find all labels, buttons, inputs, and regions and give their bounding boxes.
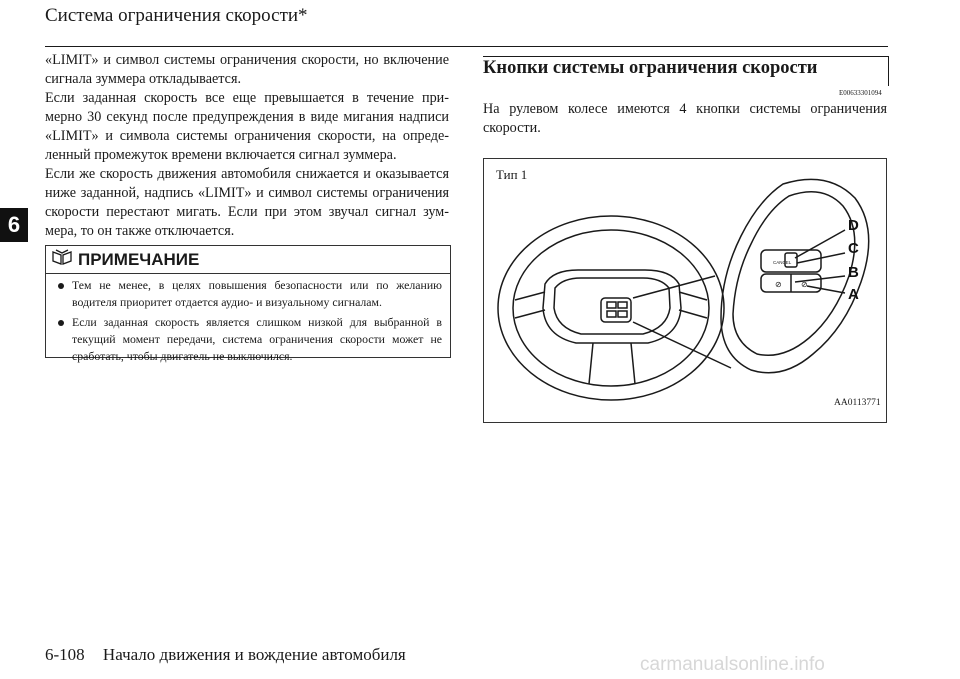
paragraph: «LIMIT» и символ системы ограничения скорости, но включение сигнала зуммера откладывается. (45, 52, 449, 87)
callout-label: D (848, 217, 859, 234)
watermark: carmanualsonline.info (640, 654, 825, 675)
cancel-label: CANCEL (773, 260, 792, 265)
page-footer (45, 645, 406, 665)
footer-title: Начало движения и вождение автомобиля (102, 645, 406, 664)
section-code: E00633301094 (839, 89, 882, 97)
page-header-title: Система ограничения скорости* (45, 5, 308, 26)
figure-code: AA0113771 (834, 398, 881, 408)
left-body-text (45, 51, 449, 241)
callout-label: C (848, 240, 859, 257)
section-title: Кнопки системы ограничения скорости (483, 58, 818, 78)
note-title: ПРИМЕЧАНИЕ (78, 249, 200, 269)
paragraph: Если же скорость движения автомобиля снижается и оказывается ниже заданной, надпись «LIMIT» и символ системы ограничения скорости перестают мигать. Если при этом звучал сигнал зум-мера, то он также отключается. (45, 166, 449, 239)
chapter-tab: 6 (0, 208, 28, 242)
list-item (46, 311, 450, 365)
section-text: На рулевом колесе имеются 4 кнопки системы ограничения скорости. (483, 101, 887, 136)
callout-label: B (848, 264, 859, 281)
figure-type-label: Тип 1 (496, 167, 528, 182)
button-icon: ⊘ (801, 280, 808, 289)
note-item-text: Тем не менее, в целях повышения безопасности или по желанию водителя приоритет отдается аудио- и визуальному сигналам. (72, 278, 442, 309)
note-header (46, 246, 450, 274)
callout-label: A (848, 286, 859, 303)
header-divider (45, 46, 888, 47)
steering-wheel-illustration (483, 158, 887, 423)
list-item (46, 274, 450, 311)
button-icon: ⊘ (775, 280, 782, 289)
note-item-text: Если заданная скорость является слишком низкой для выбранной в текущий момент передачи, система ограничения скорости может не сработать, чтобы двигатель не выключился. (72, 315, 442, 363)
note-box (45, 245, 451, 363)
bullet-icon (58, 320, 64, 326)
page-number: 6-108 (45, 645, 85, 664)
note-icon (52, 249, 72, 270)
bullet-icon (58, 283, 64, 289)
paragraph: Если заданная скорость все еще превышается в течение при-мерно 30 секунд после предупреждения в виде мигания надписи «LIMIT» и символа системы ограничения скорости, на опреде-ленный промежуток времени включается сигнал зуммера. (45, 90, 449, 163)
note-list (46, 274, 450, 365)
